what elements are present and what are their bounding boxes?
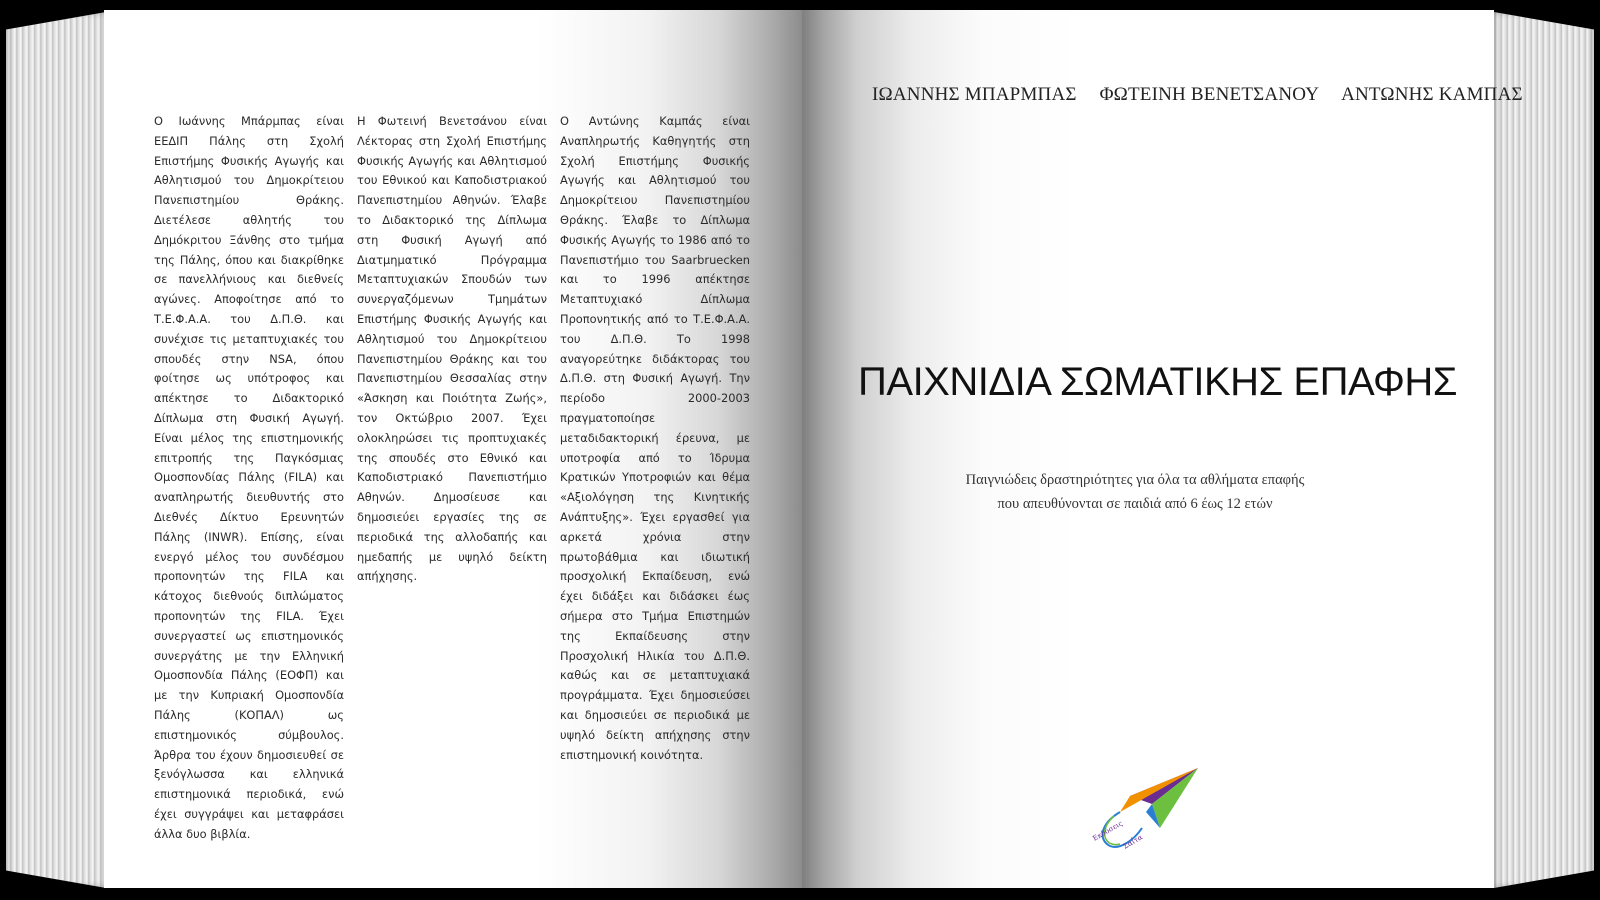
left-page-edges — [6, 12, 106, 888]
book-subtitle — [940, 468, 1330, 516]
subtitle-line: που απευθύνονται σε παιδιά από 6 έως 12 ετών — [997, 496, 1273, 512]
subtitle-line: Παιγνιώδεις δραστηριότητες για όλα τα αθλήματα επαφής — [965, 472, 1305, 488]
author-bio-barmpas: Ο Ιωάννης Μπάρμπας είναι ΕΕΔΙΠ Πάλης στη Σχολή Επιστήμης Φυσικής Αγωγής και Αθλητισμού του Δημοκρίτειου Πανεπιστημίου Θράκης. Διετέλεσε αθλητής του Δημόκριτου Ξάνθης στο τμήμα της Πάλης, όπου και διακρίθηκε σε πανελλήνιους και διεθνείς αγώνες. Αποφοίτησε από το Τ.Ε.Φ.Α.Α. του Δ.Π.Θ. και συνέχισε τις μεταπτυχιακές του σπουδές στην NSA, όπου φοίτησε ως υπότροφος και απέκτησε το Διδακτορικό Δίπλωμα στη Φυσική Αγωγή. Είναι μέλος της επιστημονικής επιτροπής της Παγκόσμιας Ομοσπονδίας Πάλης (FILA) και αναπληρωτής διευθυντής στο Διεθνές Δίκτυο Ερευνητών Πάλης (INWR). Επίσης, είναι ενεργό μέλος του συνδέσμου προπονητών της FILA και κάτοχος διεθνούς διπλώματος προπονητών της FILA. Έχει συνεργαστεί ως επιστημονικός συνεργάτης με την Ελληνική Ομοσπονδία Πάλης (ΕΟΦΠ) και με την Κυπριακή Ομοσπονδία Πάλης (ΚΟΠΑΛ) ως επιστημονικός σύμβουλος. Άρθρα του έχουν δημοσιευθεί σε ξενόγλωσσα και ελληνικά επιστημονικά περιοδικά, ενώ έχει συγγράψει και μεταφράσει άλλα δυο βιβλία. — [154, 114, 344, 841]
publisher-logo-icon — [1090, 766, 1202, 852]
svg-text:Σαΐτα: Σαΐτα — [1121, 833, 1145, 851]
author-bio-venetsanou: Η Φωτεινή Βενετσάνου είναι Λέκτορας στη Σχολή Επιστήμης Φυσικής Αγωγής και Αθλητισμού του Εθνικού και Καποδιστριακού Πανεπιστημίου Αθηνών. Έλαβε το Διδακτορικό της Δίπλωμα στη Φυσική Αγωγή από Διατμηματικό Πρόγραμμα Μεταπτυχιακών Σπουδών των συνεργαζόμενων Τμημάτων Επιστήμης Φυσικής Αγωγής και Αθλητισμού του Δημοκρίτειου Πανεπιστημίου Θράκης και του Πανεπιστημίου Θεσσαλίας στην «Άσκηση και Ποιότητα Ζωής», τον Οκτώβριο 2007. Έχει ολοκληρώσει τις προπτυχιακές της σπουδές στο Εθνικό και Καποδιστριακό Πανεπιστήμιο Αθηνών. Δημοσίευσε και δημοσιεύει εργασίες της σε περιοδικά της αλλοδαπής και ημεδαπής με υψηλό δείκτη απήχησης. — [357, 114, 547, 584]
author-name: ΙΩΑΝΝΗΣ ΜΠΑΡΜΠΑΣ — [872, 84, 1077, 105]
author-name: ΦΩΤΕΙΝΗ ΒΕΝΕΤΣΑΝΟΥ — [1099, 84, 1320, 105]
right-page-edges — [1494, 12, 1594, 888]
book-title: ΠΑΙΧΝΙΔΙΑ ΣΩΜΑΤΙΚΗΣ ΕΠΑΦΗΣ — [858, 360, 1458, 404]
authors-line — [872, 84, 1541, 106]
author-name: ΑΝΤΩΝΗΣ ΚΑΜΠΑΣ — [1341, 84, 1523, 105]
right-page[interactable] — [802, 10, 1494, 888]
author-bio-kampas: Ο Αντώνης Καμπάς είναι Αναπληρωτής Καθηγητής στη Σχολή Επιστήμης Φυσικής Αγωγής και Αθλητισμού του Δημοκρίτειου Πανεπιστημίου Θράκης. Έλαβε το Δίπλωμα Φυσικής Αγωγής το 1986 από το Πανεπιστήμιο του Saarbruecken και το 1996 απέκτησε Μεταπτυχιακό Δίπλωμα Προπονητικής από το Τ.Ε.Φ.Α.Α. του Δ.Π.Θ. Το 1998 αναγορεύτηκε διδάκτορας του Δ.Π.Θ. στη Φυσική Αγωγή. Την περίοδο 2000-2003 πραγματοποίησε μεταδιδακτορική έρευνα, με υποτροφία από το Ίδρυμα Κρατικών Υποτροφιών και θέμα «Αξιολόγηση της Κινητικής Ανάπτυξης». Έχει εργασθεί για αρκετά χρόνια στην πρωτοβάθμια και ιδιωτική προσχολική Εκπαίδευση, ενώ έχει διδάξει και διδάσκει έως σήμερα στο Τμήμα Επιστημών της Εκπαίδευσης στην Προσχολική Ηλικία του Δ.Π.Θ. καθώς και σε μεταπτυχιακά προγράμματα. Έχει δημοσιεύσει και δημοσιεύει σε περιοδικά με υψηλό δείκτη απήχησης στην επιστημονική κοινότητα. — [560, 114, 750, 762]
svg-text:Εκδόσεις: Εκδόσεις — [1091, 819, 1124, 843]
